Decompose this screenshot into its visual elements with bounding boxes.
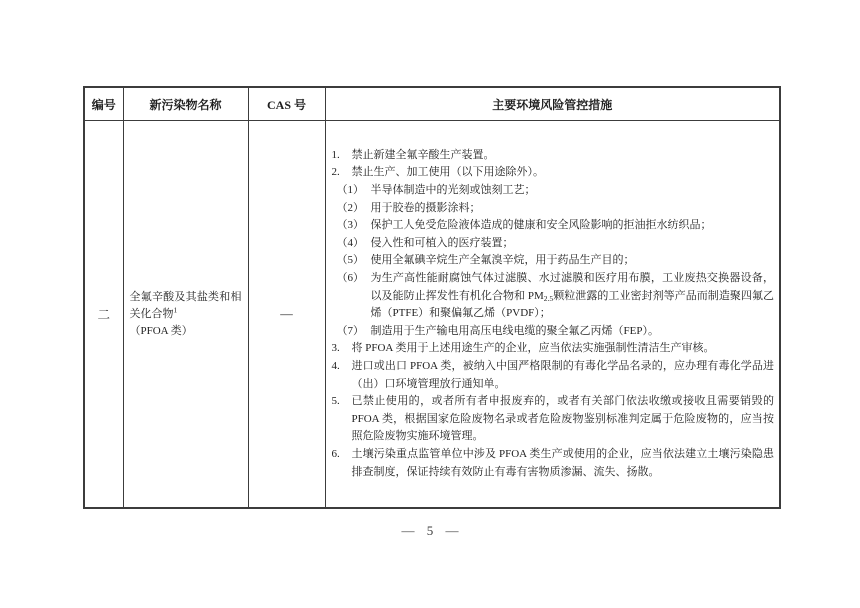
measure-item-1 <box>332 147 775 165</box>
measure-text: 土壤污染重点监管单位中涉及 PFOA 类生产或使用的企业，应当依法建立土壤污染隐患排查制度，保证持续有效防止有毒有害物质渗漏、流失、扬散。 <box>351 447 774 478</box>
measure-item-3 <box>332 340 775 358</box>
column-header-cas: CAS 号 <box>248 87 325 121</box>
measure-text: 禁止生产、加工使用（以下用途除外）。 <box>351 166 544 179</box>
page-number: — 5 — <box>401 523 459 538</box>
measure-subitem-3 <box>337 217 775 235</box>
measure-subitem-6 <box>337 270 775 323</box>
subitem-marker: （6） <box>336 272 364 285</box>
measure-item-2 <box>332 164 775 182</box>
table-row <box>84 121 780 509</box>
measure-subitem-2 <box>337 200 775 218</box>
measure-text: 进口或出口 PFOA 类，被纳入中国严格限制的有毒化学品名录的，应办理有毒化学品进（出）口环境管理放行通知单。 <box>351 359 774 390</box>
cell-cas-number: — <box>248 121 325 509</box>
subitem-text: 半导体制造中的光刻或蚀刻工艺； <box>370 184 536 197</box>
subitem-marker: （1） <box>336 184 364 197</box>
subitem-text: 制造用于生产输电用高压电线电缆的聚全氟乙丙烯（FEP）。 <box>370 324 659 337</box>
subitem-text: 保护工人免受危险液体造成的健康和安全风险影响的拒油拒水纺织品； <box>370 219 712 232</box>
measure-subitem-5 <box>337 252 775 270</box>
footnote-ref: 1 <box>173 304 178 314</box>
pollutant-table <box>83 86 781 509</box>
subitem-text-part-a: 为生产高性能耐腐蚀气体过滤膜、水过滤膜和医疗用布膜，工业废热交换器设备，以及能防止挥发性有机化合物和 PM <box>370 272 774 302</box>
subitem-marker: （4） <box>336 236 364 249</box>
subitem-marker: （3） <box>336 219 364 232</box>
measure-subitem-7 <box>337 323 775 341</box>
subitem-text: 使用全氟碘辛烷生产全氟溴辛烷，用于药品生产目的； <box>370 254 635 267</box>
subitem-text <box>371 270 775 323</box>
measure-number: 5. <box>331 395 340 408</box>
measure-number: 1. <box>331 148 340 161</box>
subitem-marker: （5） <box>336 254 364 267</box>
subitem-text-part-b: 颗粒泄露的工业密封剂等产品而制造聚四氟乙烯（PTFE）和聚偏氟乙烯（PVDF）； <box>370 289 774 320</box>
subitem-text: 用于胶卷的摄影涂料； <box>370 201 481 214</box>
measure-number: 3. <box>331 342 340 355</box>
column-header-measures: 主要环境风险管控措施 <box>325 87 780 121</box>
measure-number: 2. <box>331 166 340 179</box>
cell-pollutant-name <box>123 121 248 509</box>
cell-measures <box>325 121 780 509</box>
cell-row-id: 二 <box>84 121 123 509</box>
measure-item-6 <box>332 446 775 481</box>
measure-subitem-1 <box>337 182 775 200</box>
pollutant-name: 全氟辛酸及其盐类和相关化合物 <box>129 290 242 320</box>
subitem-text: 侵入性和可植入的医疗装置； <box>370 236 514 249</box>
column-header-name: 新污染物名称 <box>123 87 248 121</box>
pollutant-alias: （PFOA 类） <box>129 324 193 337</box>
measure-subitem-4 <box>337 235 775 253</box>
measure-item-4 <box>332 358 775 393</box>
measure-number: 4. <box>331 359 340 372</box>
measure-text: 已禁止使用的，或者所有者申报废弃的，或者有关部门依法收缴或接收且需要销毁的 PFOA 类，根据国家危险废物名录或者危险废物鉴别标准判定属于危险废物的，应当按照危险废物实施环境管理。 <box>351 395 774 443</box>
column-header-id: 编号 <box>84 87 123 121</box>
measure-sublist <box>337 182 775 340</box>
subitem-marker: （7） <box>336 324 364 337</box>
subitem-marker: （2） <box>336 201 364 214</box>
pm25-subscript: 2.5 <box>543 293 554 303</box>
measure-number: 6. <box>331 447 340 460</box>
measure-text: 将 PFOA 类用于上述用途生产的企业，应当依法实施强制性清洁生产审核。 <box>351 342 715 355</box>
measure-text: 禁止新建全氟辛酸生产装置。 <box>351 148 495 161</box>
measure-item-5 <box>332 393 775 446</box>
table-header-row <box>84 87 780 121</box>
